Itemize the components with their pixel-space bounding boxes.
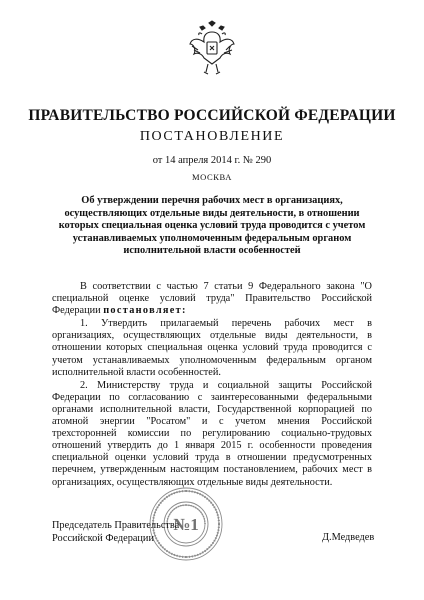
city-name: МОСКВА	[191, 172, 232, 182]
signatory-title-line-1: Председатель Правительства	[52, 520, 180, 531]
document-subject: Об утверждении перечня рабочих мест в организациях, осуществляющих отдельные виды деятельности, в отношении которых специальная оценка условий труда проводится с учетом устанавливаемых уполномоченным федеральным органом исполнительной власти особенностей	[58, 195, 366, 257]
preamble-paragraph	[52, 281, 372, 317]
coat-of-arms-icon	[188, 20, 236, 78]
signatory-title-line-2: Российской Федерации	[52, 532, 154, 544]
government-title: ПРАВИТЕЛЬСТВО РОССИЙСКОЙ ФЕДЕРАЦИИ	[28, 107, 396, 124]
document-number: 290	[255, 155, 272, 166]
decree-word: постановляет:	[103, 305, 187, 317]
signatory-title	[52, 520, 179, 545]
document-body	[52, 281, 372, 489]
seal-number: №1	[173, 515, 199, 534]
number-sign: №	[242, 155, 253, 166]
preamble-text: В соответствии с частью 7 статьи 9 Федерального закона "О специальной оценке условий труда" Правительство Российской Федерации	[52, 281, 372, 317]
date-number-line	[20, 155, 404, 166]
signatory-name: Д.Медведев	[322, 532, 375, 543]
document-date: от 14 апреля 2014 г.	[152, 155, 241, 166]
clause-2: 2. Министерству труда и социальной защиты Российской Федерации по согласованию с заинтересованными федеральными органами исполнительной власти, Государственной корпорацией по атомной энергии "Росатом" и с учетом мнения Российской трехсторонней комиссии по регулированию социально-трудовых отношений утвердить до 1 января 2015 г. особенности проведения специальной оценки условий труда в отношении предусмотренных перечнем, утвержденным настоящим постановлением, рабочих мест в организациях, осуществляющих отдельные виды деятельности.	[52, 379, 372, 488]
clause-1: 1. Утвердить прилагаемый перечень рабочих мест в организациях, осуществляющих отдельные виды деятельности, в отношении которых специальная оценка условий труда проводится с учетом устанавливаемых уполномоченным федеральным органом исполнительной власти особенностей.	[52, 318, 372, 378]
document-type: ПОСТАНОВЛЕНИЕ	[139, 129, 285, 144]
